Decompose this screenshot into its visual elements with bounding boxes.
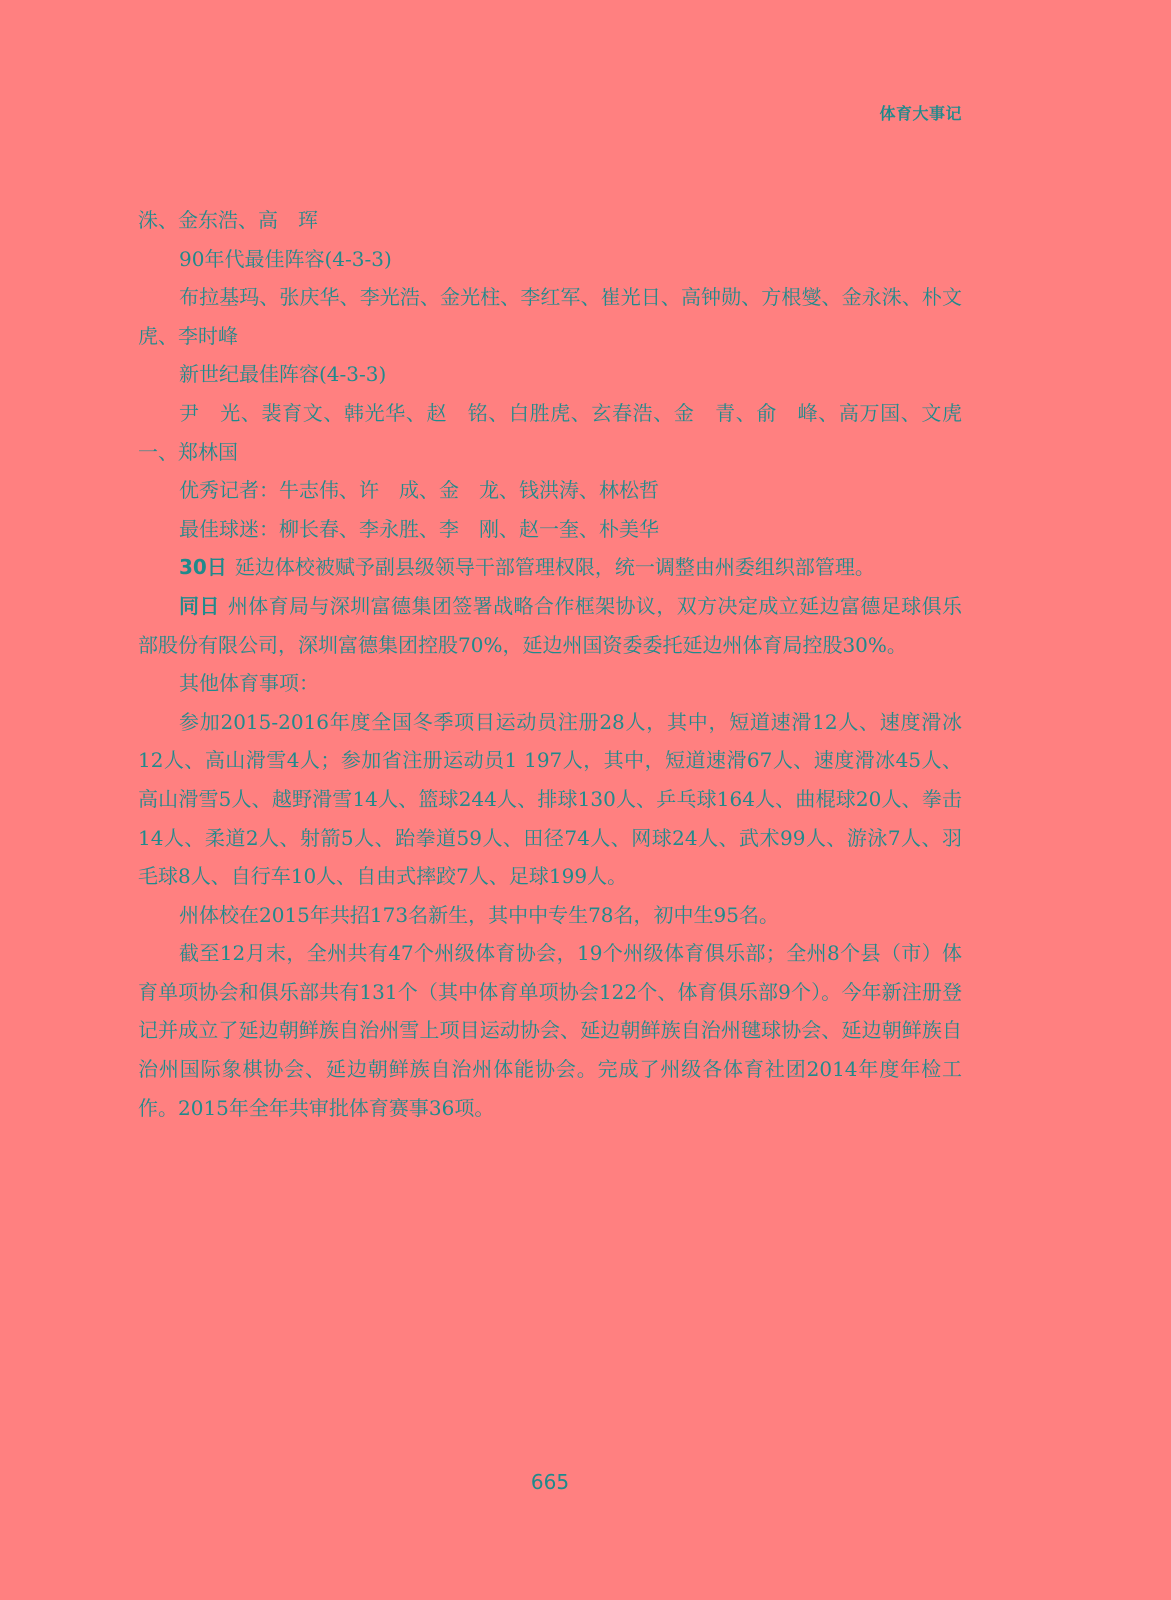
paragraph: 优秀记者：牛志伟、许 成、金 龙、钱洪涛、林松哲 (179, 478, 659, 503)
paragraph: 尹 光、裴育文、韩光华、赵 铭、白胜虎、玄春浩、金 青、俞 峰、高万国、文虎一、郑林国 (138, 400, 962, 464)
running-header: 体育大事记 (879, 104, 962, 123)
paragraph: 州体校在2015年共招173名新生，其中中专生78名，初中生95名。 (179, 902, 779, 927)
entry-text: 州体育局与深圳富德集团签署战略合作框架协议，双方决定成立延边富德足球俱乐部股份有限公司，深圳富德集团控股70%，延边州国资委委托延边州体育局控股30%。 (138, 593, 963, 657)
paragraph: 最佳球迷：柳长春、李永胜、李 刚、赵一奎、朴美华 (179, 516, 659, 541)
entry-text: 延边体校被赋予副县级领导干部管理权限，统一调整由州委组织部管理。 (234, 555, 875, 580)
dated-entry (138, 587, 962, 664)
paragraph: 截至12月末，全州共有47个州级体育协会，19个州级体育俱乐部；全州8个县（市）体育单项协会和俱乐部共有131个（其中体育单项协会122个、体育俱乐部9个）。今年新注册登记并成立了延边朝鲜族自治州雪上项目运动协会、延边朝鲜族自治州毽球协会、延边朝鲜族自治州国际象棋协会、延边朝鲜族自治州体能协会。完成了州级各体育社团2014年度年检工作。2015年全年共审批体育赛事36项。 (138, 941, 962, 1120)
paragraph: 新世纪最佳阵容(4-3-3) (179, 362, 387, 387)
body-text (138, 201, 962, 1127)
paragraph: 洙、金东浩、高 珲 (138, 208, 318, 232)
date-label: 同日 (179, 593, 220, 618)
page-number: 665 (530, 1470, 570, 1494)
paragraph: 参加2015-2016年度全国冬季项目运动员注册28人，其中，短道速滑12人、速度滑冰12人、高山滑雪4人；参加省注册运动员1 197人，其中，短道速滑67人、速度滑冰45人、高山滑雪5人、越野滑雪14人、篮球244人、排球130人、乒乓球164人、曲棍球20人、拳击14人、柔道2人、射箭5人、跆拳道59人、田径74人、网球24人、武术99人、游泳7人、羽毛球8人、自行车10人、自由式摔跤7人、足球199人。 (138, 709, 962, 889)
dated-entry (138, 548, 962, 587)
date-label: 30日 (179, 555, 227, 580)
paragraph: 其他体育事项： (179, 671, 319, 696)
paragraph: 90年代最佳阵容(4-3-3) (179, 246, 392, 271)
paragraph: 布拉基玛、张庆华、李光浩、金光柱、李红军、崔光日、高钟勋、方根燮、金永洙、朴文虎、李时峰 (138, 285, 962, 348)
